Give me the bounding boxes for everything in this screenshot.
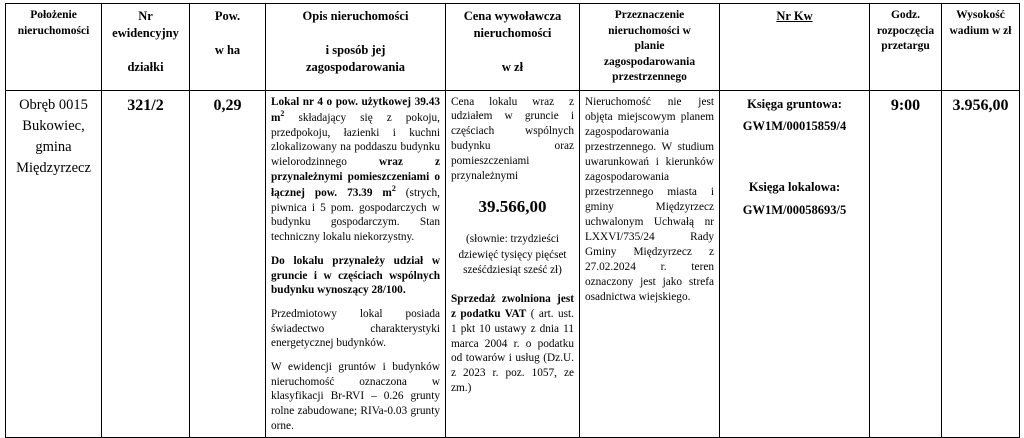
column-header-parcel-line3: działki (127, 59, 164, 74)
column-header-area (190, 4, 266, 91)
column-header-deposit (942, 4, 1020, 91)
cell-start-time: 9:00 (870, 90, 942, 438)
column-header-time-line1: Godz. (890, 9, 921, 21)
price-value: 39.566,00 (478, 197, 547, 217)
column-header-price (446, 4, 580, 91)
column-header-time-line2: rozpoczęcia (876, 24, 935, 37)
description-paragraph-4: W ewidencji gruntów i budynków nieruchomość oznaczona w klasyfikacji Br-RVI – 0.26 grunty rolne zabudowane; RIVa-0.03 grunty orne. (271, 360, 440, 432)
column-header-price-line3: w zł (501, 59, 524, 74)
kw-land-register-label: Księga gruntowa: (747, 96, 842, 111)
price-in-words: (słownie: trzydzieści dziewięć tysięcy pięćset sześćdziesiąt sześć zł) (458, 233, 567, 276)
column-header-area-line2: w ha (214, 42, 241, 57)
price-vat-rest: ( art. ust. 1 pkt 10 ustawy z dnia 11 marca 2004 r. o podatku od towarów i usług (Dz.U. z 2023 r. poz. 1057, ze zm.) (451, 307, 574, 395)
column-header-time (870, 4, 942, 91)
description-p1-bold-superscript: 2 (391, 184, 396, 194)
location-line1: Obręb 0015 (19, 96, 88, 113)
cell-area: 0,29 (190, 90, 266, 438)
location-line3: gmina (35, 138, 72, 155)
location-line4: Międzyrzecz (16, 159, 91, 176)
column-header-plan-line5: przestrzennego (612, 71, 687, 84)
kw-premises-register-label: Księga lokalowa: (748, 180, 841, 195)
cell-deposit: 3.956,00 (942, 90, 1020, 438)
column-header-plan-line4: zagospodarowania (603, 55, 696, 68)
kw-spacer (725, 136, 864, 178)
kw-land-register-value: GW1M/00015859/4 (742, 119, 847, 134)
description-paragraph-2: Do lokalu przynależy udział w gruncie i w częściach wspólnych budynku wynoszący 28/100. (271, 254, 440, 297)
column-header-plan (580, 4, 720, 91)
column-header-kw-label: Nr Kw (776, 9, 813, 23)
column-header-area-line1: Pow. (214, 9, 241, 23)
column-header-deposit-line2: wadium w zł (949, 24, 1012, 37)
column-header-plan-line2: nieruchomości w (608, 24, 691, 37)
column-header-time-line3: przetargu (881, 40, 930, 53)
column-header-description-line2: i sposób jej (325, 42, 386, 57)
price-intro: Cena lokalu wraz z udziałem w gruncie i częściach wspólnych budynku oraz pomieszczeniami przynależnymi (451, 95, 574, 183)
column-header-parcel (102, 4, 190, 91)
description-p1-bold-start: Lokal nr 4 o pow. użytkowej 39.43 m (271, 95, 440, 125)
description-paragraph-1 (271, 95, 440, 245)
column-header-plan-line1: Przeznaczenie (614, 9, 685, 21)
description-p1-rest: składający się z pokoju, przedpokoju, łazienki i kuchni zlokalizowany na poddaszu budynku wielorodzinnego (271, 112, 440, 169)
kw-premises-register-value: GW1M/00058693/5 (742, 202, 847, 217)
description-p1-superscript: 2 (280, 109, 285, 119)
table-header-row (6, 4, 1020, 91)
auction-notice-table-page (0, 3, 1024, 432)
description-p1-tail: (strych, piwnica i 5 pom. gospodarczych w budynku gospodarczym. Stan techniczny lokalu niekorzystny. (271, 187, 440, 244)
column-header-location-label: Położenie nieruchomości (17, 9, 90, 37)
cell-description (266, 90, 446, 438)
column-header-kw (720, 4, 870, 91)
cell-parcel-number: 321/2 (102, 90, 190, 438)
column-header-description-line3: zagospodarowania (305, 59, 406, 74)
column-header-location (6, 4, 102, 91)
location-line2: Bukowiec, (22, 117, 85, 134)
table-row (6, 90, 1020, 438)
cell-plan: Nieruchomość nie jest objęta miejscowym planem zagospodarowania przestrzennego. W studium uwarunkowań i kierunków zagospodarowania przestrzennego miasta i gminy Międzyrzecz uchwalonym Uchwałą nr LXXVI/735/24 Rady Gminy Międzyrzecz z 27.02.2024 r. teren oznaczony jest jako strefa osadnictwa wiejskiego. (580, 90, 720, 438)
column-header-price-line2: nieruchomości (473, 25, 552, 40)
cell-price (446, 90, 580, 438)
column-header-description (266, 4, 446, 91)
column-header-parcel-line2: ewidencyjny (112, 25, 179, 40)
price-vat-note (451, 292, 574, 396)
column-header-deposit-line1: Wysokość (956, 9, 1005, 21)
description-paragraph-3: Przedmiotowy lokal posiada świadectwo charakterystyki energetycznej budynków. (271, 307, 440, 350)
column-header-plan-line3: planie (634, 40, 665, 53)
auction-table (5, 3, 1020, 438)
column-header-description-line1: Opis nieruchomości (302, 9, 409, 23)
column-header-parcel-line1: Nr (138, 9, 153, 23)
price-vat-bold: Sprzedaż zwolniona jest z podatku VAT (451, 292, 574, 320)
cell-location (6, 90, 102, 438)
column-header-price-line1: Cena wywoławcza (463, 9, 562, 23)
description-p1-bold-area: wraz z przynależnymi pomieszczeniami o łącznej pow. 73.39 m (271, 156, 440, 200)
cell-kw (720, 90, 870, 438)
